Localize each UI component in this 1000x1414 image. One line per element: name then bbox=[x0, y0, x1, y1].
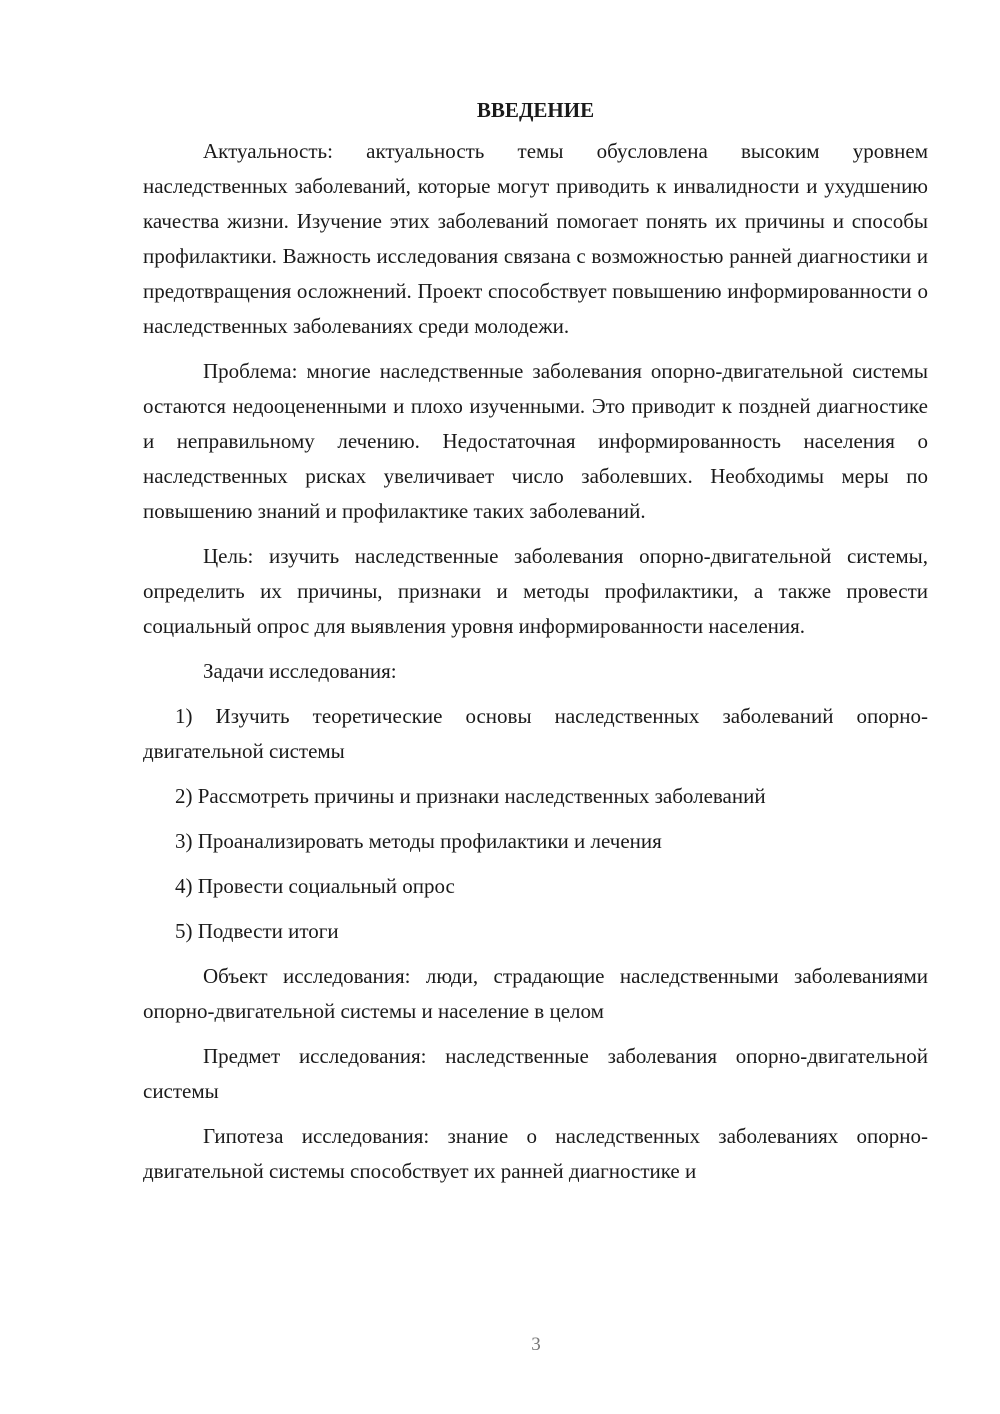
paragraph-relevance: Актуальность: актуальность темы обусловлена высоким уровнем наследственных заболеваний, которые могут приводить к инвалидности и ухудшению качества жизни. Изучение этих заболеваний помогает понять их причины и способы профилактики. Важность исследования связана с возможностью ранней диагностики и предотвращения осложнений. Проект способствует повышению информированности о наследственных заболеваниях среди молодежи. bbox=[143, 139, 928, 338]
page-content bbox=[143, 93, 928, 1199]
paragraph-subject: Предмет исследования: наследственные заболевания опорно-двигательной системы bbox=[143, 1044, 928, 1103]
page-number: 3 bbox=[531, 1334, 541, 1355]
paragraph-goal: Цель: изучить наследственные заболевания опорно-двигательной системы, определить их причины, признаки и методы профилактики, а также провести социальный опрос для выявления уровня информированности населения. bbox=[143, 544, 928, 638]
paragraph-hypothesis: Гипотеза исследования: знание о наследственных заболеваниях опорно-двигательной системы способствует их ранней диагностике и bbox=[143, 1124, 928, 1183]
task-item-2: 2) Рассмотреть причины и признаки наследственных заболеваний bbox=[175, 784, 766, 808]
tasks-heading: Задачи исследования: bbox=[203, 659, 397, 683]
task-item-1: 1) Изучить теоретические основы наследственных заболеваний опорно-двигательной системы bbox=[143, 704, 928, 763]
task-item-5: 5) Подвести итоги bbox=[175, 919, 339, 943]
paragraph-object: Объект исследования: люди, страдающие наследственными заболеваниями опорно-двигательной системы и население в целом bbox=[143, 964, 928, 1023]
section-title: ВВЕДЕНИЕ bbox=[476, 98, 595, 122]
paragraph-problem: Проблема: многие наследственные заболевания опорно-двигательной системы остаются недооцененными и плохо изученными. Это приводит к поздней диагностике и неправильному лечению. Недостаточная информированность населения о наследственных рисках увеличивает число заболевших. Необходимы меры по повышению знаний и профилактике таких заболеваний. bbox=[143, 359, 928, 523]
task-item-3: 3) Проанализировать методы профилактики и лечения bbox=[175, 829, 662, 853]
task-item-4: 4) Провести социальный опрос bbox=[175, 874, 455, 898]
